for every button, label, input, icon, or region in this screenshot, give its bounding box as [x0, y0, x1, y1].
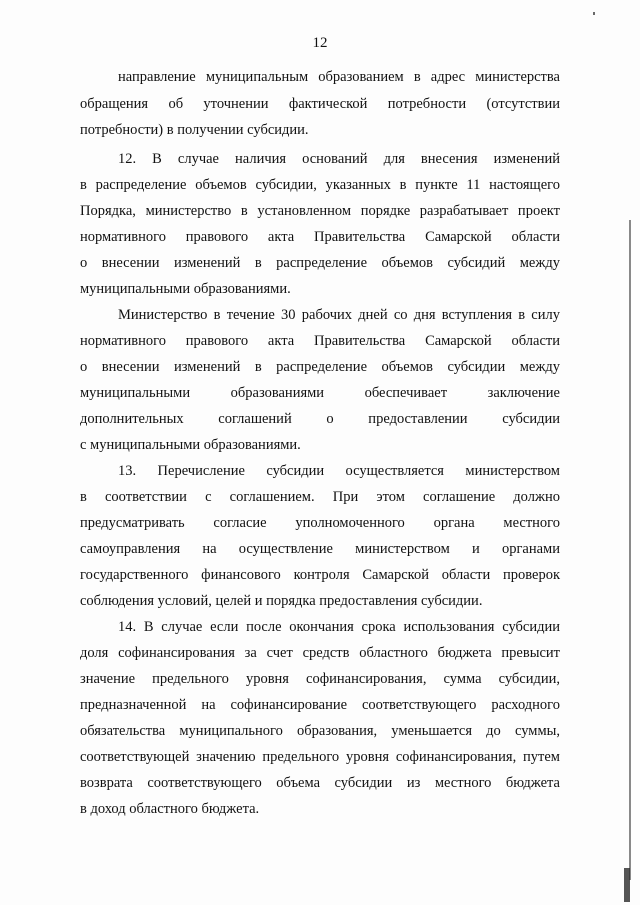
text-line: соответствующей значению предельного уровня софинансирования, путем	[80, 749, 560, 765]
text-line: государственного финансового контроля Самарской области проверок	[80, 567, 560, 583]
text-line: доля софинансирования за счет средств областного бюджета превысит	[80, 645, 560, 661]
text-line: о внесении изменений в распределение объемов субсидий между	[80, 255, 560, 271]
text-line: муниципальными образованиями.	[80, 281, 291, 297]
text-line: 13. Перечисление субсидии осуществляется министерством	[118, 463, 560, 479]
text-line: значение предельного уровня софинансирования, сумма субсидии,	[80, 671, 560, 687]
text-line: обязательства муниципального образования, уменьшается до суммы,	[80, 723, 560, 739]
text-line: нормативного правового акта Правительства Самарской области	[80, 229, 560, 245]
text-line: предусматривать согласие уполномоченного органа местного	[80, 515, 560, 531]
text-line: соблюдения условий, целей и порядка предоставления субсидии.	[80, 593, 483, 609]
text-line: направление муниципальным образованием в адрес министерства	[118, 69, 560, 85]
text-line: в распределение объемов субсидии, указанных в пункте 11 настоящего	[80, 177, 560, 193]
text-line: возврата соответствующего объема субсидии из местного бюджета	[80, 775, 560, 791]
text-line: с муниципальными образованиями.	[80, 437, 301, 453]
text-line: 12. В случае наличия оснований для внесения изменений	[118, 151, 560, 167]
text-line: о внесении изменений в распределение объемов субсидии между	[80, 359, 560, 375]
text-line: Министерство в течение 30 рабочих дней со дня вступления в силу	[118, 307, 560, 323]
text-line: обращения об уточнении фактической потребности (отсутствии	[80, 96, 560, 112]
text-line: потребности) в получении субсидии.	[80, 122, 309, 138]
text-line: самоуправления на осуществление министерством и органами	[80, 541, 560, 557]
scan-edge-line	[629, 220, 631, 880]
text-line: в доход областного бюджета.	[80, 801, 260, 817]
text-line: нормативного правового акта Правительства Самарской области	[80, 333, 560, 349]
text-line: 14. В случае если после окончания срока использования субсидии	[118, 619, 560, 635]
page-number: 12	[312, 35, 328, 51]
text-line: муниципальными образованиями обеспечивает заключение	[80, 385, 560, 401]
text-line: дополнительных соглашений о предоставлении субсидии	[80, 411, 560, 427]
scan-speck	[593, 12, 595, 15]
text-line: Порядка, министерство в установленном порядке разрабатывает проект	[80, 203, 560, 219]
scan-edge-mark	[624, 868, 630, 902]
text-line: в соответствии с соглашением. При этом соглашение должно	[80, 489, 560, 505]
text-line: предназначенной на софинансирование соответствующего расходного	[80, 697, 560, 713]
